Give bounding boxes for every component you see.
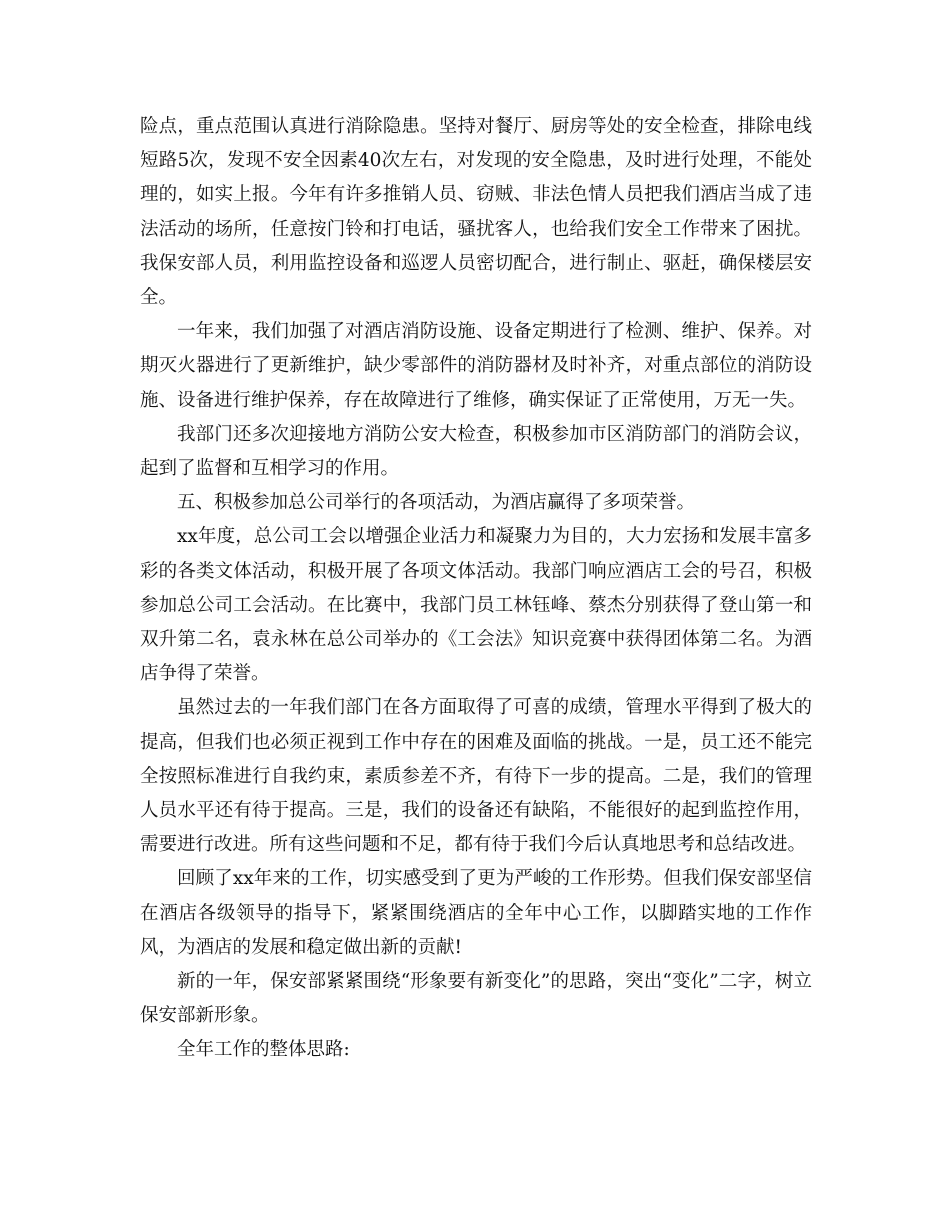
paragraph-review: 回顾了xx年来的工作，切实感受到了更为严峻的工作形势。但我们保安部坚信在酒店各级领导的指导下，紧紧围绕酒店的全年中心工作，以脚踏实地的工作作风，为酒店的发展和稳定做出新的贡献! (140, 868, 812, 958)
document-body (140, 110, 812, 1068)
paragraph-activities: xx年度，总公司工会以增强企业活力和凝聚力为目的，大力宏扬和发展丰富多彩的各类文体活动，积极开展了各项文体活动。我部门响应酒店工会的号召，积极参加总公司工会活动。在比赛中，我部门员工林钰峰、蔡杰分别获得了登山第一和双升第二名，袁永林在总公司举办的《工会法》知识竞赛中获得团体第二名。为酒店争得了荣誉。 (140, 526, 812, 685)
paragraph-overall-approach: 全年工作的整体思路: (177, 1039, 350, 1061)
section-heading-activities: 五、积极参加总公司举行的各项活动，为酒店赢得了多项荣誉。 (177, 492, 696, 514)
paragraph-fire-equipment: 一年来，我们加强了对酒店消防设施、设备定期进行了检测、维护、保养。对期灭火器进行了更新维护，缺少零部件的消防器材及时补齐，对重点部位的消防设施、设备进行维护保养，存在故障进行了维修，确实保证了正常使用，万无一失。 (140, 321, 812, 411)
paragraph-new-year: 新的一年，保安部紧紧围绕“形象要有新变化”的思路，突出“变化”二字，树立保安部新形象。 (140, 971, 812, 1027)
paragraph-challenges: 虽然过去的一年我们部门在各方面取得了可喜的成绩，管理水平得到了极大的提高，但我们也必须正视到工作中存在的困难及面临的挑战。一是，员工还不能完全按照标准进行自我约束，素质参差不齐，有待下一步的提高。二是，我们的管理人员水平还有待于提高。三是，我们的设备还有缺陷，不能很好的起到监控作用，需要进行改进。所有这些问题和不足，都有待于我们今后认真地思考和总结改进。 (140, 697, 812, 856)
paragraph-fire-inspection: 我部门还多次迎接地方消防公安大检查，积极参加市区消防部门的消防会议，起到了监督和互相学习的作用。 (140, 423, 812, 480)
paragraph-continuation: 险点，重点范围认真进行消除隐患。坚持对餐厅、厨房等处的安全检查，排除电线短路5次，发现不安全因素40次左右，对发现的安全隐患，及时进行处理，不能处理的，如实上报。今年有许多推销人员、窃贼、非法色情人员把我们酒店当成了违法活动的场所，任意按门铃和打电话，骚扰客人，也给我们安全工作带来了困扰。我保安部人员，利用监控设备和巡逻人员密切配合，进行制止、驱赶，确保楼层安全。 (140, 116, 812, 309)
